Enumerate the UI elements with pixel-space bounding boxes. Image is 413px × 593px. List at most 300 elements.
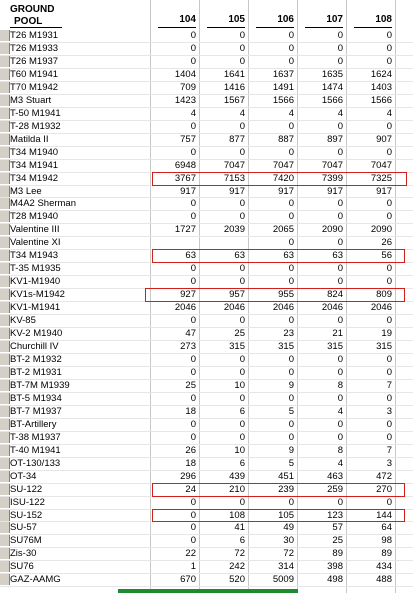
- vehicle-name-cell[interactable]: GAZ-AAMG: [10, 574, 61, 586]
- value-cell-106[interactable]: 23: [283, 328, 294, 340]
- vehicle-name-cell[interactable]: Matilda II: [10, 133, 49, 145]
- value-cell-107[interactable]: 917: [327, 185, 343, 197]
- value-cell-108[interactable]: 0: [386, 418, 392, 430]
- value-cell-108[interactable]: 2090: [370, 224, 392, 236]
- value-cell-108[interactable]: 1403: [370, 81, 392, 93]
- vehicle-name-cell[interactable]: T34 M1940: [10, 146, 59, 158]
- value-cell-105[interactable]: 25: [234, 328, 245, 340]
- value-cell-104[interactable]: 6948: [174, 159, 196, 171]
- value-cell-104[interactable]: 0: [190, 366, 196, 378]
- value-cell-104[interactable]: 26: [185, 444, 196, 456]
- value-cell-106[interactable]: 955: [278, 289, 294, 301]
- value-cell-105[interactable]: 0: [239, 263, 245, 275]
- value-cell-107[interactable]: 0: [337, 496, 343, 508]
- value-cell-108[interactable]: 7325: [370, 172, 392, 184]
- vehicle-name-cell[interactable]: BT-2 M1932: [10, 354, 62, 365]
- value-cell-104[interactable]: 273: [180, 341, 196, 353]
- value-cell-105[interactable]: 210: [229, 483, 245, 495]
- value-cell-107[interactable]: 63: [332, 250, 343, 262]
- value-cell-107[interactable]: 498: [327, 574, 343, 586]
- row-header[interactable]: [0, 445, 10, 456]
- value-cell-105[interactable]: 2039: [223, 224, 245, 236]
- row-header[interactable]: [0, 471, 10, 482]
- vehicle-name-cell[interactable]: T26 M1937: [10, 55, 59, 67]
- value-cell-105[interactable]: 63: [234, 250, 245, 262]
- row-header[interactable]: [0, 367, 10, 378]
- row-header[interactable]: [0, 198, 10, 209]
- value-cell-108[interactable]: 0: [386, 366, 392, 378]
- row-header[interactable]: [0, 354, 10, 365]
- value-cell-105[interactable]: 0: [239, 30, 245, 41]
- row-header[interactable]: [0, 419, 10, 430]
- value-cell-105[interactable]: 0: [239, 354, 245, 365]
- vehicle-name-cell[interactable]: M4A2 Sherman: [10, 198, 77, 210]
- value-cell-108[interactable]: 0: [386, 392, 392, 404]
- value-cell-107[interactable]: 0: [337, 418, 343, 430]
- value-cell-104[interactable]: 0: [190, 392, 196, 404]
- row-header[interactable]: [0, 574, 10, 585]
- vehicle-name-cell[interactable]: KV-2 M1940: [10, 328, 63, 340]
- value-cell-105[interactable]: 1567: [223, 94, 245, 106]
- vehicle-name-cell[interactable]: BT-Artillery: [10, 418, 57, 430]
- value-cell-104[interactable]: 18: [185, 457, 196, 469]
- value-cell-106[interactable]: 239: [278, 483, 294, 495]
- value-cell-108[interactable]: 809: [376, 289, 392, 301]
- value-cell-105[interactable]: 41: [234, 522, 245, 534]
- value-cell-106[interactable]: 30: [283, 535, 294, 547]
- vehicle-name-cell[interactable]: T34 M1943: [10, 250, 59, 262]
- value-cell-105[interactable]: 315: [229, 341, 245, 353]
- row-header[interactable]: [0, 328, 10, 339]
- vehicle-name-cell[interactable]: KV-85: [10, 315, 36, 327]
- value-cell-107[interactable]: 0: [337, 263, 343, 275]
- value-cell-105[interactable]: 1641: [223, 68, 245, 80]
- value-cell-104[interactable]: 757: [180, 133, 196, 145]
- value-cell-106[interactable]: 0: [288, 120, 294, 132]
- value-cell-107[interactable]: 0: [337, 42, 343, 54]
- vehicle-name-cell[interactable]: T60 M1941: [10, 68, 59, 80]
- value-cell-104[interactable]: 0: [190, 276, 196, 288]
- value-cell-107[interactable]: 7047: [321, 159, 343, 171]
- value-cell-106[interactable]: 917: [278, 185, 294, 197]
- value-cell-105[interactable]: 6: [239, 535, 245, 547]
- value-cell-108[interactable]: 270: [376, 483, 392, 495]
- vehicle-name-cell[interactable]: KV1-M1940: [10, 276, 61, 288]
- value-cell-105[interactable]: 10: [234, 379, 245, 391]
- value-cell-104[interactable]: 296: [180, 470, 196, 482]
- value-cell-107[interactable]: 0: [337, 30, 343, 41]
- value-cell-104[interactable]: 1423: [174, 94, 196, 106]
- value-cell-104[interactable]: 0: [190, 431, 196, 443]
- row-header[interactable]: [0, 160, 10, 171]
- row-header[interactable]: [0, 535, 10, 546]
- value-cell-105[interactable]: 7047: [223, 159, 245, 171]
- value-cell-104[interactable]: 0: [190, 146, 196, 158]
- vehicle-name-cell[interactable]: T28 M1940: [10, 211, 59, 223]
- value-cell-104[interactable]: 927: [180, 289, 196, 301]
- value-cell-106[interactable]: 0: [288, 392, 294, 404]
- value-cell-105[interactable]: 0: [239, 276, 245, 288]
- value-cell-107[interactable]: 0: [337, 237, 343, 249]
- value-cell-107[interactable]: 123: [327, 509, 343, 521]
- vehicle-name-cell[interactable]: SU-152: [10, 509, 43, 521]
- value-cell-104[interactable]: 0: [190, 535, 196, 547]
- vehicle-name-cell[interactable]: SU76: [10, 561, 34, 573]
- value-cell-105[interactable]: 877: [229, 133, 245, 145]
- vehicle-name-cell[interactable]: Churchill IV: [10, 341, 59, 353]
- value-cell-106[interactable]: 0: [288, 55, 294, 67]
- value-cell-105[interactable]: 917: [229, 185, 245, 197]
- value-cell-106[interactable]: 0: [288, 42, 294, 54]
- value-cell-105[interactable]: 242: [229, 561, 245, 573]
- value-cell-108[interactable]: 0: [386, 198, 392, 210]
- value-cell-106[interactable]: 7420: [272, 172, 294, 184]
- row-header[interactable]: [0, 237, 10, 248]
- row-header[interactable]: [0, 315, 10, 326]
- value-cell-106[interactable]: 451: [278, 470, 294, 482]
- row-header[interactable]: [0, 224, 10, 235]
- value-cell-107[interactable]: 0: [337, 392, 343, 404]
- value-cell-108[interactable]: 0: [386, 276, 392, 288]
- row-header[interactable]: [0, 561, 10, 572]
- vehicle-name-cell[interactable]: Valentine III: [10, 224, 60, 236]
- vehicle-name-cell[interactable]: M3 Lee: [10, 185, 42, 197]
- row-header[interactable]: [0, 30, 10, 41]
- row-header[interactable]: [0, 380, 10, 391]
- value-cell-107[interactable]: 89: [332, 548, 343, 560]
- row-header[interactable]: [0, 250, 10, 261]
- value-cell-107[interactable]: 0: [337, 211, 343, 223]
- value-cell-104[interactable]: 0: [190, 509, 196, 521]
- value-cell-106[interactable]: 7047: [272, 159, 294, 171]
- value-cell-108[interactable]: 488: [376, 574, 392, 586]
- value-cell-105[interactable]: 0: [239, 392, 245, 404]
- value-cell-108[interactable]: 1624: [370, 68, 392, 80]
- value-cell-107[interactable]: 1566: [321, 94, 343, 106]
- vehicle-name-cell[interactable]: KV1s-M1942: [10, 289, 65, 301]
- column-header-107[interactable]: 107: [326, 14, 343, 25]
- column-header-108[interactable]: 108: [375, 14, 392, 25]
- value-cell-105[interactable]: 0: [239, 418, 245, 430]
- vehicle-name-cell[interactable]: T-40 M1941: [10, 444, 61, 456]
- vehicle-name-cell[interactable]: BT-7 M1937: [10, 405, 62, 417]
- value-cell-104[interactable]: 1: [190, 561, 196, 573]
- value-cell-107[interactable]: 57: [332, 522, 343, 534]
- column-header-106[interactable]: 106: [277, 14, 294, 25]
- value-cell-107[interactable]: 0: [337, 315, 343, 327]
- value-cell-105[interactable]: 1416: [223, 81, 245, 93]
- row-header[interactable]: [0, 56, 10, 67]
- value-cell-108[interactable]: 64: [381, 522, 392, 534]
- value-cell-105[interactable]: 0: [239, 120, 245, 132]
- vehicle-name-cell[interactable]: T-28 M1932: [10, 120, 61, 132]
- vehicle-name-cell[interactable]: T34 M1941: [10, 159, 59, 171]
- value-cell-108[interactable]: 917: [376, 185, 392, 197]
- value-cell-108[interactable]: 0: [386, 42, 392, 54]
- value-cell-105[interactable]: 10: [234, 444, 245, 456]
- vehicle-name-cell[interactable]: M3 Stuart: [10, 94, 52, 106]
- value-cell-105[interactable]: 7153: [223, 172, 245, 184]
- value-cell-104[interactable]: 0: [190, 211, 196, 223]
- value-cell-104[interactable]: 0: [190, 496, 196, 508]
- row-header[interactable]: [0, 484, 10, 495]
- value-cell-107[interactable]: 0: [337, 198, 343, 210]
- value-cell-104[interactable]: 1404: [174, 68, 196, 80]
- value-cell-108[interactable]: 144: [376, 509, 392, 521]
- value-cell-104[interactable]: 0: [190, 120, 196, 132]
- value-cell-105[interactable]: 0: [239, 366, 245, 378]
- value-cell-105[interactable]: 0: [239, 496, 245, 508]
- value-cell-106[interactable]: 0: [288, 263, 294, 275]
- value-cell-106[interactable]: 0: [288, 496, 294, 508]
- vehicle-name-cell[interactable]: OT-34: [10, 470, 37, 482]
- row-header[interactable]: [0, 263, 10, 274]
- value-cell-106[interactable]: 0: [288, 418, 294, 430]
- value-cell-107[interactable]: 25: [332, 535, 343, 547]
- value-cell-106[interactable]: 0: [288, 237, 294, 249]
- value-cell-105[interactable]: 6: [239, 457, 245, 469]
- value-cell-104[interactable]: 0: [190, 418, 196, 430]
- row-header[interactable]: [0, 432, 10, 443]
- value-cell-105[interactable]: 0: [239, 146, 245, 158]
- value-cell-106[interactable]: 63: [283, 250, 294, 262]
- value-cell-108[interactable]: 7: [386, 379, 392, 391]
- row-header[interactable]: [0, 510, 10, 521]
- value-cell-105[interactable]: 0: [239, 198, 245, 210]
- value-cell-108[interactable]: 0: [386, 30, 392, 41]
- value-cell-105[interactable]: 0: [239, 211, 245, 223]
- value-cell-108[interactable]: 0: [386, 431, 392, 443]
- row-header[interactable]: [0, 548, 10, 559]
- value-cell-106[interactable]: 314: [278, 561, 294, 573]
- value-cell-107[interactable]: 315: [327, 341, 343, 353]
- column-header-104[interactable]: 104: [179, 14, 196, 25]
- value-cell-108[interactable]: 0: [386, 354, 392, 365]
- value-cell-107[interactable]: 0: [337, 55, 343, 67]
- value-cell-107[interactable]: 4: [337, 457, 343, 469]
- value-cell-108[interactable]: 4: [386, 107, 392, 119]
- value-cell-107[interactable]: 0: [337, 366, 343, 378]
- value-cell-108[interactable]: 98: [381, 535, 392, 547]
- value-cell-107[interactable]: 1474: [321, 81, 343, 93]
- value-cell-105[interactable]: 108: [229, 509, 245, 521]
- value-cell-106[interactable]: 49: [283, 522, 294, 534]
- value-cell-105[interactable]: 2046: [223, 302, 245, 314]
- value-cell-105[interactable]: 0: [239, 42, 245, 54]
- value-cell-104[interactable]: 0: [190, 354, 196, 365]
- row-header[interactable]: [0, 406, 10, 417]
- value-cell-105[interactable]: 0: [239, 431, 245, 443]
- value-cell-106[interactable]: 5009: [272, 574, 294, 586]
- value-cell-107[interactable]: 4: [337, 107, 343, 119]
- value-cell-104[interactable]: 25: [185, 379, 196, 391]
- row-header[interactable]: [0, 186, 10, 197]
- vehicle-name-cell[interactable]: T70 M1942: [10, 81, 59, 93]
- row-header[interactable]: [0, 497, 10, 508]
- value-cell-106[interactable]: 9: [288, 444, 294, 456]
- row-header[interactable]: [0, 173, 10, 184]
- value-cell-106[interactable]: 9: [288, 379, 294, 391]
- value-cell-104[interactable]: 0: [190, 30, 196, 41]
- value-cell-108[interactable]: 0: [386, 496, 392, 508]
- value-cell-105[interactable]: 4: [239, 107, 245, 119]
- vehicle-name-cell[interactable]: SU-122: [10, 483, 43, 495]
- value-cell-107[interactable]: 8: [337, 444, 343, 456]
- value-cell-108[interactable]: 3: [386, 457, 392, 469]
- value-cell-106[interactable]: 2046: [272, 302, 294, 314]
- value-cell-107[interactable]: 0: [337, 146, 343, 158]
- vehicle-name-cell[interactable]: Valentine XI: [10, 237, 61, 249]
- value-cell-108[interactable]: 2046: [370, 302, 392, 314]
- value-cell-104[interactable]: 18: [185, 405, 196, 417]
- vehicle-name-cell[interactable]: T-35 M1935: [10, 263, 61, 275]
- value-cell-106[interactable]: 0: [288, 354, 294, 365]
- value-cell-108[interactable]: 0: [386, 211, 392, 223]
- value-cell-107[interactable]: 824: [327, 289, 343, 301]
- column-header-105[interactable]: 105: [228, 14, 245, 25]
- row-header[interactable]: [0, 69, 10, 80]
- value-cell-106[interactable]: 72: [283, 548, 294, 560]
- value-cell-108[interactable]: 472: [376, 470, 392, 482]
- value-cell-104[interactable]: 0: [190, 42, 196, 54]
- value-cell-107[interactable]: 7399: [321, 172, 343, 184]
- value-cell-108[interactable]: 7: [386, 444, 392, 456]
- vehicle-name-cell[interactable]: BT-5 M1934: [10, 392, 62, 404]
- value-cell-104[interactable]: 0: [190, 522, 196, 534]
- value-cell-104[interactable]: 0: [190, 198, 196, 210]
- row-header[interactable]: [0, 211, 10, 222]
- vehicle-name-cell[interactable]: KV1-M1941: [10, 302, 61, 314]
- row-header[interactable]: [0, 393, 10, 404]
- value-cell-108[interactable]: 19: [381, 328, 392, 340]
- row-header[interactable]: [0, 134, 10, 145]
- value-cell-107[interactable]: 398: [327, 561, 343, 573]
- vehicle-name-cell[interactable]: BT-7M M1939: [10, 379, 70, 391]
- vehicle-name-cell[interactable]: OT-130/133: [10, 457, 61, 469]
- row-header[interactable]: [0, 108, 10, 119]
- value-cell-107[interactable]: 0: [337, 431, 343, 443]
- value-cell-105[interactable]: 957: [229, 289, 245, 301]
- value-cell-105[interactable]: 520: [229, 574, 245, 586]
- vehicle-name-cell[interactable]: BT-2 M1931: [10, 366, 62, 378]
- value-cell-108[interactable]: 1566: [370, 94, 392, 106]
- value-cell-107[interactable]: 2090: [321, 224, 343, 236]
- value-cell-108[interactable]: 0: [386, 120, 392, 132]
- value-cell-105[interactable]: 439: [229, 470, 245, 482]
- vehicle-name-cell[interactable]: Zis-30: [10, 548, 37, 560]
- value-cell-104[interactable]: 0: [190, 263, 196, 275]
- vehicle-name-cell[interactable]: T-50 M1941: [10, 107, 61, 119]
- value-cell-106[interactable]: 105: [278, 509, 294, 521]
- value-cell-108[interactable]: 3: [386, 405, 392, 417]
- value-cell-104[interactable]: 670: [180, 574, 196, 586]
- value-cell-106[interactable]: 2065: [272, 224, 294, 236]
- row-header[interactable]: [0, 458, 10, 469]
- value-cell-104[interactable]: 24: [185, 483, 196, 495]
- value-cell-104[interactable]: 63: [185, 250, 196, 262]
- value-cell-107[interactable]: 0: [337, 354, 343, 365]
- value-cell-104[interactable]: 0: [190, 55, 196, 67]
- value-cell-104[interactable]: 0: [190, 315, 196, 327]
- value-cell-107[interactable]: 8: [337, 379, 343, 391]
- vehicle-name-cell[interactable]: T34 M1942: [10, 172, 59, 184]
- row-header[interactable]: [0, 341, 10, 352]
- value-cell-106[interactable]: 1637: [272, 68, 294, 80]
- value-cell-108[interactable]: 0: [386, 263, 392, 275]
- row-header[interactable]: [0, 43, 10, 54]
- vehicle-name-cell[interactable]: SU76M: [10, 535, 42, 547]
- value-cell-107[interactable]: 463: [327, 470, 343, 482]
- value-cell-107[interactable]: 0: [337, 276, 343, 288]
- value-cell-104[interactable]: 1727: [174, 224, 196, 236]
- value-cell-107[interactable]: 0: [337, 120, 343, 132]
- value-cell-105[interactable]: 72: [234, 548, 245, 560]
- value-cell-104[interactable]: 917: [180, 185, 196, 197]
- value-cell-104[interactable]: 4: [190, 107, 196, 119]
- value-cell-105[interactable]: 6: [239, 405, 245, 417]
- vehicle-name-cell[interactable]: T26 M1931: [10, 30, 59, 41]
- value-cell-107[interactable]: 21: [332, 328, 343, 340]
- value-cell-104[interactable]: 47: [185, 328, 196, 340]
- value-cell-108[interactable]: 907: [376, 133, 392, 145]
- value-cell-106[interactable]: 1491: [272, 81, 294, 93]
- value-cell-108[interactable]: 434: [376, 561, 392, 573]
- value-cell-106[interactable]: 0: [288, 30, 294, 41]
- value-cell-106[interactable]: 1566: [272, 94, 294, 106]
- value-cell-106[interactable]: 0: [288, 276, 294, 288]
- value-cell-106[interactable]: 315: [278, 341, 294, 353]
- value-cell-104[interactable]: 3767: [174, 172, 196, 184]
- value-cell-104[interactable]: 2046: [174, 302, 196, 314]
- value-cell-108[interactable]: 0: [386, 55, 392, 67]
- value-cell-108[interactable]: 315: [376, 341, 392, 353]
- value-cell-108[interactable]: 89: [381, 548, 392, 560]
- value-cell-106[interactable]: 5: [288, 405, 294, 417]
- row-header[interactable]: [0, 121, 10, 132]
- vehicle-name-cell[interactable]: ISU-122: [10, 496, 45, 508]
- value-cell-106[interactable]: 0: [288, 198, 294, 210]
- value-cell-104[interactable]: 709: [180, 81, 196, 93]
- value-cell-108[interactable]: 26: [381, 237, 392, 249]
- row-header[interactable]: [0, 276, 10, 287]
- value-cell-106[interactable]: 4: [288, 107, 294, 119]
- vehicle-name-cell[interactable]: T-38 M1937: [10, 431, 61, 443]
- row-header[interactable]: [0, 302, 10, 313]
- value-cell-105[interactable]: 0: [239, 315, 245, 327]
- value-cell-107[interactable]: 259: [327, 483, 343, 495]
- value-cell-106[interactable]: 0: [288, 315, 294, 327]
- value-cell-107[interactable]: 897: [327, 133, 343, 145]
- value-cell-106[interactable]: 5: [288, 457, 294, 469]
- value-cell-108[interactable]: 56: [381, 250, 392, 262]
- value-cell-106[interactable]: 887: [278, 133, 294, 145]
- value-cell-106[interactable]: 0: [288, 366, 294, 378]
- value-cell-105[interactable]: 0: [239, 55, 245, 67]
- value-cell-107[interactable]: 2046: [321, 302, 343, 314]
- value-cell-108[interactable]: 0: [386, 146, 392, 158]
- row-header[interactable]: [0, 95, 10, 106]
- row-header[interactable]: [0, 289, 10, 300]
- row-header[interactable]: [0, 522, 10, 533]
- value-cell-107[interactable]: 1635: [321, 68, 343, 80]
- value-cell-104[interactable]: 22: [185, 548, 196, 560]
- row-header[interactable]: [0, 82, 10, 93]
- row-header[interactable]: [0, 147, 10, 158]
- value-cell-108[interactable]: 0: [386, 315, 392, 327]
- vehicle-name-cell[interactable]: SU-57: [10, 522, 37, 534]
- value-cell-106[interactable]: 0: [288, 211, 294, 223]
- value-cell-108[interactable]: 7047: [370, 159, 392, 171]
